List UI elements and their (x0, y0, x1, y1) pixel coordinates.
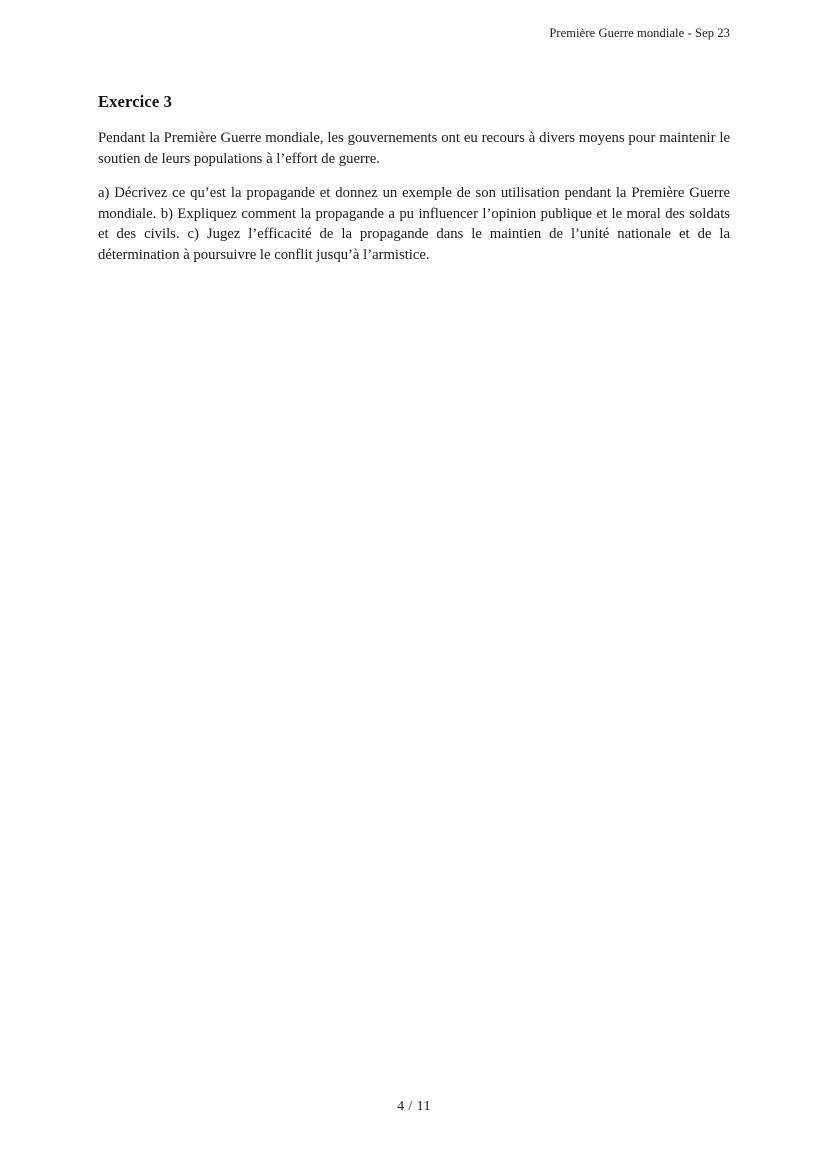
exercise-block (98, 92, 730, 265)
exercise-title: Exercice 3 (98, 92, 173, 111)
exercise-intro-paragraph: Pendant la Première Guerre mondiale, les gouvernements ont eu recours à divers moyens pour maintenir le soutien de leurs populations à l’effort de guerre. (98, 130, 730, 167)
exercise-questions-paragraph: a) Décrivez ce qu’est la propagande et donnez un exemple de son utilisation pendant la Première Guerre mondiale. b) Expliquez comment la propagande a pu influencer l’opinion publique et le moral des soldats et des civils. c) Jugez l’efficacité de la propagande dans le maintien de l’unité nationale et de la détermination à poursuivre le conflit jusqu’à l’armistice. (98, 185, 730, 263)
running-header: Première Guerre mondiale - Sep 23 (549, 26, 730, 40)
page-number: 4 / 11 (397, 1099, 431, 1114)
